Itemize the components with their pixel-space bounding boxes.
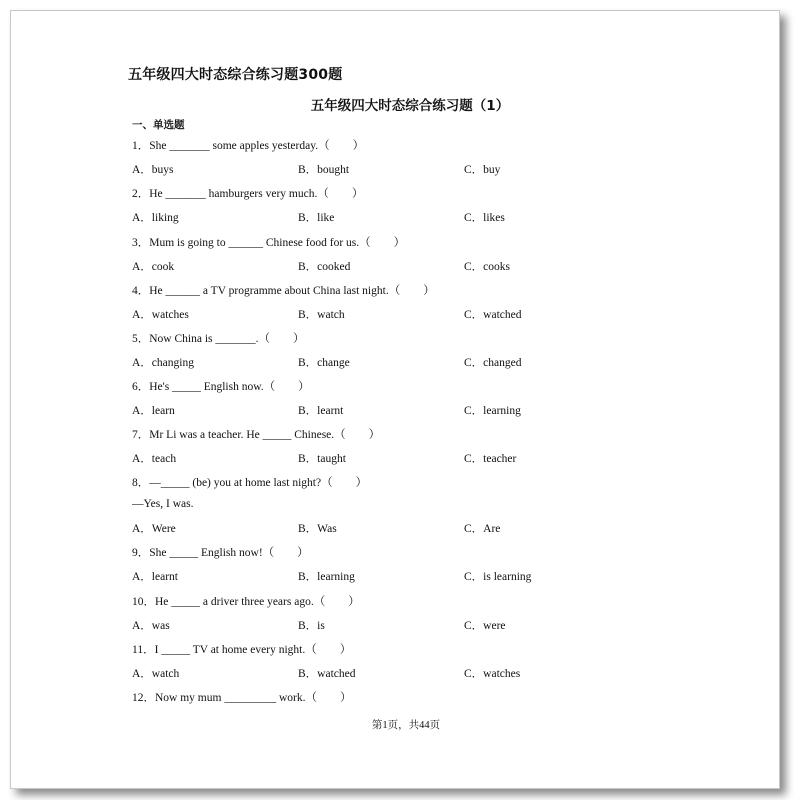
- question-1: 1．She _______ some apples yesterday.（ ）: [132, 140, 365, 152]
- document-title: 五年级四大时态综合练习题300题: [128, 67, 343, 83]
- question-12: 12．Now my mum _________ work.（ ）: [132, 692, 352, 704]
- options-row-5: [132, 354, 612, 370]
- option-b[interactable]: B．learnt: [298, 405, 344, 417]
- option-b[interactable]: B．taught: [298, 453, 346, 465]
- option-b[interactable]: B．watched: [298, 668, 356, 680]
- question-5: 5．Now China is _______.（ ）: [132, 333, 305, 345]
- options-row-1: [132, 161, 612, 177]
- option-c[interactable]: C．learning: [464, 405, 521, 417]
- options-row-7: [132, 450, 612, 466]
- option-b[interactable]: B．watch: [298, 309, 345, 321]
- option-c[interactable]: C．teacher: [464, 453, 517, 465]
- option-a[interactable]: A．learn: [132, 405, 175, 417]
- option-a[interactable]: A．buys: [132, 164, 174, 176]
- worksheet-subtitle: 五年级四大时态综合练习题（1）: [310, 98, 510, 114]
- question-8: 8．—_____ (be) you at home last night?（ ）: [132, 477, 368, 489]
- option-a[interactable]: A．cook: [132, 261, 175, 273]
- options-row-6: [132, 402, 612, 418]
- option-a[interactable]: A．watch: [132, 668, 180, 680]
- option-b[interactable]: B．like: [298, 212, 335, 224]
- question-10: 10．He _____ a driver three years ago.（ ）: [132, 596, 360, 608]
- options-row-4: [132, 306, 612, 322]
- option-a[interactable]: A．changing: [132, 357, 194, 369]
- option-a[interactable]: A．watches: [132, 309, 189, 321]
- option-b[interactable]: B．bought: [298, 164, 350, 176]
- option-a[interactable]: A．teach: [132, 453, 177, 465]
- options-row-9: [132, 568, 612, 584]
- option-c[interactable]: C．Are: [464, 523, 501, 535]
- question-2: 2．He _______ hamburgers very much.（ ）: [132, 188, 364, 200]
- option-b[interactable]: B．Was: [298, 523, 337, 535]
- option-c[interactable]: C．were: [464, 620, 506, 632]
- option-c[interactable]: C．watches: [464, 668, 521, 680]
- option-c[interactable]: C．is learning: [464, 571, 532, 583]
- options-row-11: [132, 665, 612, 681]
- option-a[interactable]: A．learnt: [132, 571, 178, 583]
- option-b[interactable]: B．learning: [298, 571, 355, 583]
- option-a[interactable]: A．liking: [132, 212, 179, 224]
- option-b[interactable]: B．change: [298, 357, 350, 369]
- question-4: 4．He ______ a TV programme about China last night.（ ）: [132, 285, 435, 297]
- question-11: 11．I _____ TV at home every night.（ ）: [132, 644, 352, 656]
- question-8-reply: —Yes, I was.: [132, 498, 194, 510]
- question-7: 7．Mr Li was a teacher. He _____ Chinese.（ ）: [132, 429, 381, 441]
- question-3: 3．Mum is going to ______ Chinese food for us.（ ）: [132, 237, 406, 249]
- option-b[interactable]: B．is: [298, 620, 325, 632]
- options-row-3: [132, 258, 612, 274]
- option-c[interactable]: C．cooks: [464, 261, 510, 273]
- options-row-10: [132, 617, 612, 633]
- options-row-2: [132, 209, 612, 225]
- options-row-8: [132, 520, 612, 536]
- page-footer: 第1页，共44页: [371, 720, 441, 731]
- option-b[interactable]: B．cooked: [298, 261, 351, 273]
- option-a[interactable]: A．Were: [132, 523, 176, 535]
- option-c[interactable]: C．watched: [464, 309, 522, 321]
- option-a[interactable]: A．was: [132, 620, 170, 632]
- option-c[interactable]: C．buy: [464, 164, 501, 176]
- option-c[interactable]: C．likes: [464, 212, 505, 224]
- option-c[interactable]: C．changed: [464, 357, 522, 369]
- question-9: 9．She _____ English now!（ ）: [132, 547, 309, 559]
- section-heading: 一、单选题: [132, 119, 185, 131]
- question-6: 6．He's _____ English now.（ ）: [132, 381, 310, 393]
